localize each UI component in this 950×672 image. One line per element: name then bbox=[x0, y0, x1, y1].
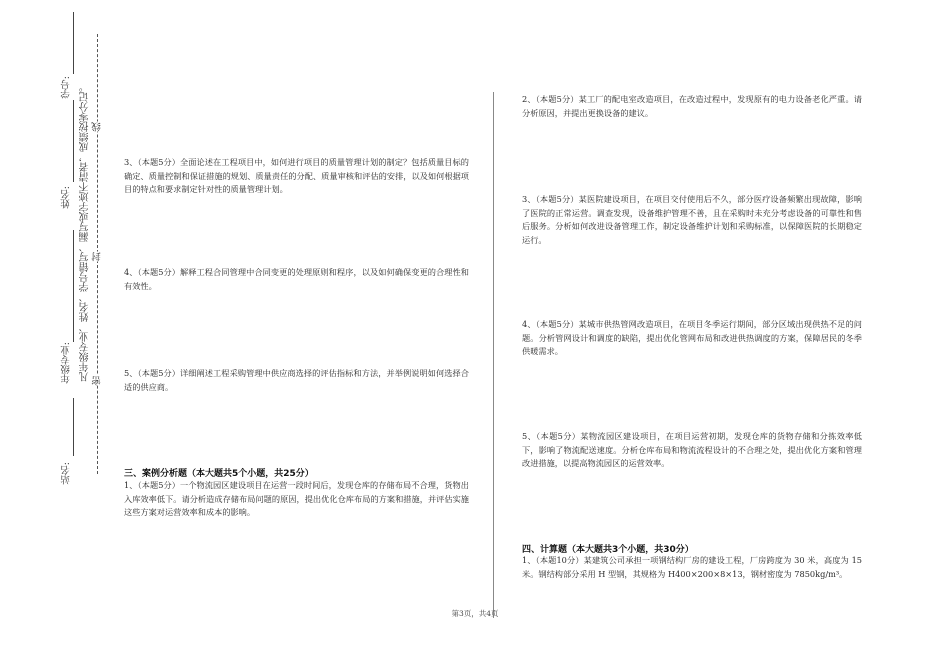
section-4-title: 四、计算题（本大题共3个小题，共30分） bbox=[522, 545, 694, 555]
notice-text: 凡年级专业、姓名、学号错写、漏写或字迹不清者，成绩按零分记。 bbox=[80, 82, 91, 382]
question-3: 3、（本题5分）全面论述在工程项目中，如何进行项目的质量管理计划的制定？包括质量目标的确定、质量控制和保证措施的规划、质量责任的分配、质量审核和评估的安排，以及如何根据项目的特点和要求制定针对性的质量管理计划。 bbox=[124, 157, 469, 195]
seal-mark-line: 线 bbox=[92, 122, 103, 132]
school-label: 站名: bbox=[61, 462, 72, 485]
seal-mark-bind: 封 bbox=[92, 252, 103, 262]
case-question-3: 3、（本题5分）某医院建设项目，在项目交付使用后不久，部分医疗设备频繁出现故障，影响了医院的正常运营。调查发现，设备维护管理不善，且在采购时未充分考虑设备的可靠性和售后服务。分析如何改进设备管理工作，制定设备维护计划和采购标准，以保障医院的长期稳定运行。 bbox=[522, 194, 862, 245]
calc-question-1: 1、（本题10分）某建筑公司承担一项钢结构厂房的建设工程，厂房跨度为 30 米，高度为 15 米。钢结构部分采用 H 型钢，其规格为 H400×200×8×13，钢材密度为 7850kg/m³。 bbox=[522, 555, 862, 579]
section-3-title: 三、案例分析题（本大题共5个小题，共25分） bbox=[124, 469, 314, 479]
case-question-4: 4、（本题5分）某城市供热管网改造项目，在项目冬季运行期间，部分区域出现供热不足的问题。分析管网设计和调度的缺陷，提出优化管网布局和改进供热调度的方案，保障居民的冬季供暖需求。 bbox=[522, 319, 862, 357]
grade-major-label: 年级专业: bbox=[61, 342, 72, 384]
grade-major-line bbox=[73, 230, 74, 342]
case-question-2: 2、（本题5分）某工厂的配电室改造项目，在改造过程中，发现原有的电力设备老化严重。请分析原因，并提出更换设备的建议。 bbox=[522, 94, 862, 118]
name-line bbox=[73, 100, 74, 182]
page-number: 第3页，共4页 bbox=[451, 609, 499, 618]
case-question-5: 5、（本题5分）某物流园区建设项目，在项目运营初期，发现仓库的货物存储和分拣效率低下，影响了物流配送速度。分析仓库布局和物流流程设计的不合理之处，提出优化方案和管理改进措施，以提高物流园区的运营效率。 bbox=[522, 431, 862, 469]
school-line bbox=[73, 398, 74, 456]
student-id-label: 学号: bbox=[61, 76, 72, 99]
case-question-1: 1、（本题5分）一个物流园区建设项目在运营一段时间后，发现仓库的存储布局不合理，货物出入库效率低下。请分析造成存储布局问题的原因，提出优化仓库布局的方案和措施，并评估实施这些方案对运营效率和成本的影响。 bbox=[124, 480, 469, 518]
question-5: 5、（本题5分）详细阐述工程采购管理中供应商选择的评估指标和方法，并举例说明如何选择合适的供应商。 bbox=[124, 368, 469, 392]
question-4: 4、（本题5分）解释工程合同管理中合同变更的处理原则和程序，以及如何确保变更的合理性和有效性。 bbox=[124, 267, 469, 291]
student-id-line bbox=[73, 12, 74, 74]
name-label: 姓名: bbox=[61, 186, 72, 209]
column-divider bbox=[493, 92, 494, 618]
seal-mark-seal: 密 bbox=[92, 376, 103, 386]
